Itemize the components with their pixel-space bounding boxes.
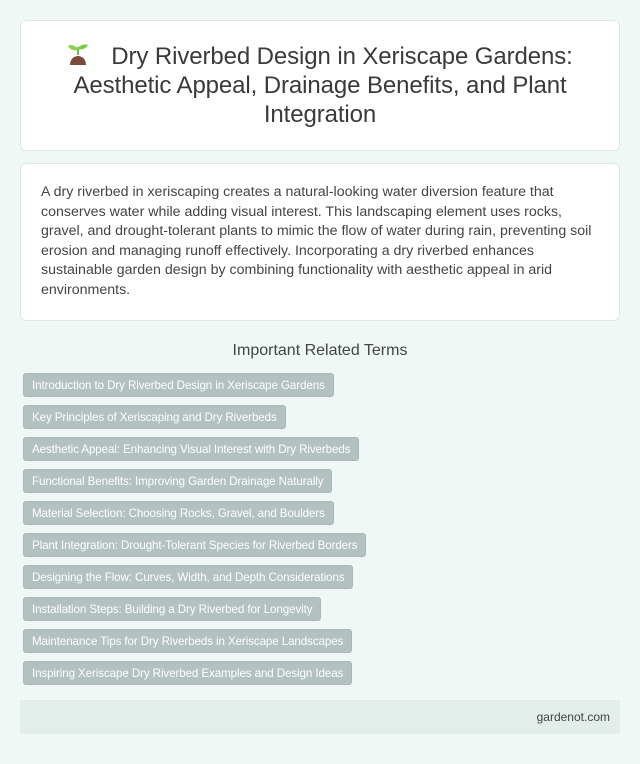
related-term-tag[interactable]: Maintenance Tips for Dry Riverbeds in Xeriscape Landscapes: [23, 629, 352, 653]
related-term-tag[interactable]: Introduction to Dry Riverbed Design in Xeriscape Gardens: [23, 373, 334, 397]
related-term-tag[interactable]: Installation Steps: Building a Dry Riverbed for Longevity: [23, 597, 321, 621]
description-text: A dry riverbed in xeriscaping creates a natural-looking water diversion feature that conserves water while adding visual interest. This landscaping element uses rocks, gravel, and drought-tolerant plants to mimic the flow of water during rain, preventing soil erosion and managing runoff effectively. Incorporating a dry riverbed enhances sustainable garden design by combining functionality with aesthetic appeal in arid environments.: [41, 184, 592, 298]
related-terms-heading: Important Related Terms: [232, 342, 408, 359]
related-term-tag[interactable]: Key Principles of Xeriscaping and Dry Riverbeds: [23, 405, 286, 429]
related-term-tag[interactable]: Functional Benefits: Improving Garden Drainage Naturally: [23, 469, 332, 493]
footer: [20, 700, 620, 734]
sprout-icon: [67, 42, 89, 66]
description-card: [20, 163, 620, 321]
related-term-tag[interactable]: Designing the Flow: Curves, Width, and Depth Considerations: [23, 565, 353, 589]
related-term-tag[interactable]: Aesthetic Appeal: Enhancing Visual Interest with Dry Riverbeds: [23, 437, 359, 461]
title-card: [20, 20, 620, 151]
page-title-text: Dry Riverbed Design in Xeriscape Gardens: Aesthetic Appeal, Drainage Benefits, and Plant Integration: [73, 43, 573, 128]
related-term-tag[interactable]: Plant Integration: Drought-Tolerant Species for Riverbed Borders: [23, 533, 366, 557]
related-term-tag[interactable]: Inspiring Xeriscape Dry Riverbed Examples and Design Ideas: [23, 661, 352, 685]
page-title: [61, 42, 579, 129]
related-terms-list: [20, 373, 620, 685]
site-name[interactable]: gardenot.com: [536, 710, 610, 724]
related-term-tag[interactable]: Material Selection: Choosing Rocks, Gravel, and Boulders: [23, 501, 334, 525]
